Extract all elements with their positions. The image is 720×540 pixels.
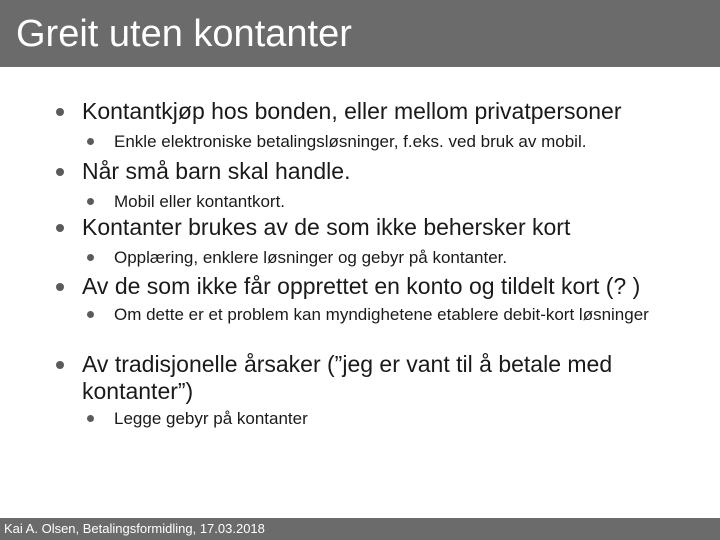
bullet-dot-icon [56, 361, 64, 369]
title-bar [0, 0, 720, 67]
bullet-2-text: Når små barn skal handle. [82, 158, 351, 184]
bullet-1 [82, 98, 682, 125]
bullet-1-text: Kontantkjøp hos bonden, eller mellom privatpersoner [82, 98, 622, 124]
bullet-5-text: Av tradisjonelle årsaker (”jeg er vant til å betale med kontanter”) [82, 351, 613, 404]
footer-bar [0, 518, 720, 540]
sub-bullet-dot-icon [87, 198, 94, 205]
sub-bullet-dot-icon [87, 415, 94, 422]
bullet-dot-icon [56, 168, 64, 176]
bullet-2 [82, 158, 682, 185]
sub-bullet-3-text: Opplæring, enklere løsninger og gebyr på kontanter. [114, 248, 508, 267]
bullet-dot-icon [56, 108, 64, 116]
sub-bullet-dot-icon [87, 311, 94, 318]
slide-title: Greit uten kontanter [16, 13, 352, 55]
sub-bullet-dot-icon [87, 254, 94, 261]
sub-bullet-5-text: Legge gebyr på kontanter [114, 409, 308, 428]
bullet-4 [82, 273, 682, 300]
sub-bullet-4 [114, 305, 674, 325]
bullet-dot-icon [56, 283, 64, 291]
bullet-4-text: Av de som ikke får opprettet en konto og tildelt kort (? ) [82, 273, 641, 299]
sub-bullet-2-text: Mobil eller kontantkort. [114, 192, 286, 211]
sub-bullet-3 [114, 248, 694, 268]
sub-bullet-4-text: Om dette er et problem kan myndighetene etablere debit-kort løsninger [114, 305, 649, 324]
sub-bullet-5 [114, 409, 694, 429]
sub-bullet-1-text: Enkle elektroniske betalingsløsninger, f.eks. ved bruk av mobil. [114, 132, 587, 151]
sub-bullet-dot-icon [87, 138, 94, 145]
bullet-3-text: Kontanter brukes av de som ikke behersker kort [82, 214, 571, 240]
footer-text: Kai A. Olsen, Betalingsformidling, 17.03.2018 [4, 521, 265, 536]
sub-bullet-2 [114, 192, 694, 212]
bullet-5 [82, 351, 662, 405]
bullet-3 [82, 214, 682, 241]
bullet-dot-icon [56, 224, 64, 232]
sub-bullet-1 [114, 132, 694, 152]
